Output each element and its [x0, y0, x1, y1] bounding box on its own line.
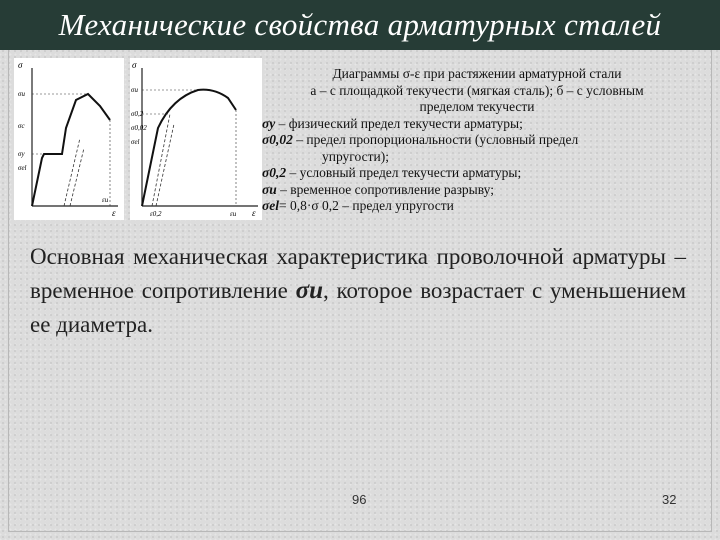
footer-slide-number: 32: [662, 492, 677, 507]
legend-text: упругости);: [322, 148, 389, 164]
tick-label-b-3: σ0,02: [131, 124, 147, 132]
legend-caption-2: а – с площадкой текучести (мягкая сталь); б – с условным: [310, 82, 644, 98]
axis-label-x-a: ε: [112, 208, 116, 218]
legend-text: – физический предел текучести арматуры;: [275, 115, 523, 131]
tick-label-b-2: σ0,2: [131, 110, 144, 118]
tick-label-b-4: σel: [131, 138, 140, 146]
tick-label-a-4: σel: [18, 164, 27, 172]
tick-label-a-2: σc: [18, 122, 25, 130]
main-text-part-2: , которое возрастает с уменьшением ее диаметра.: [30, 278, 686, 337]
axis-label-y-b: σ: [132, 60, 137, 70]
slide-title: Механические свойства арматурных сталей: [0, 0, 720, 50]
legend-item-continuation: [262, 149, 692, 166]
legend-caption-3: пределом текучести: [419, 99, 535, 114]
main-paragraph: [30, 240, 686, 342]
legend-symbol: σ0,02: [262, 132, 293, 147]
legend-text: – временное сопротивление разрыву;: [276, 181, 494, 197]
axis-label-y-a: σ: [18, 60, 23, 70]
legend-symbol: σy: [262, 115, 276, 131]
legend-symbol: σ0,2: [262, 165, 287, 180]
legend-text: – условный предел текучести арматуры;: [286, 165, 522, 180]
axis-label-x-b: ε: [252, 208, 256, 218]
legend-text: – предел пропорциональности (условный предел: [292, 132, 579, 147]
stress-strain-diagram-a: [14, 58, 124, 220]
legend-item-conditional-yield: [262, 165, 692, 182]
tick-label-b-1: σu: [131, 86, 138, 94]
legend-symbol: σu: [262, 181, 277, 197]
tick-label-a-5: εu: [102, 196, 109, 204]
legend-item-elastic: [262, 198, 692, 215]
legend-item-yield: [262, 116, 692, 133]
diagram-legend: [262, 66, 692, 215]
tick-label-a-3: σy: [18, 150, 25, 158]
main-text-part-1: Основная механическая характеристика проволочной арматуры – временное сопротивление: [30, 244, 686, 303]
footer-page-number-left: 96: [352, 492, 367, 507]
main-symbol: σu: [295, 277, 323, 304]
legend-symbol: σel: [262, 198, 280, 213]
legend-item-ultimate: [262, 182, 692, 199]
tick-label-b-5: ε0,2: [150, 210, 162, 218]
tick-label-b-6: εu: [230, 210, 237, 218]
legend-caption-1: Диаграммы σ-ε при растяжении арматурной стали: [332, 66, 622, 81]
tick-label-a-1: σu: [18, 90, 25, 98]
legend-text: = 0,8·σ 0,2 – предел упругости: [279, 198, 454, 213]
legend-item-proportionality: [262, 132, 692, 149]
stress-strain-diagram-b: [112, 58, 262, 220]
